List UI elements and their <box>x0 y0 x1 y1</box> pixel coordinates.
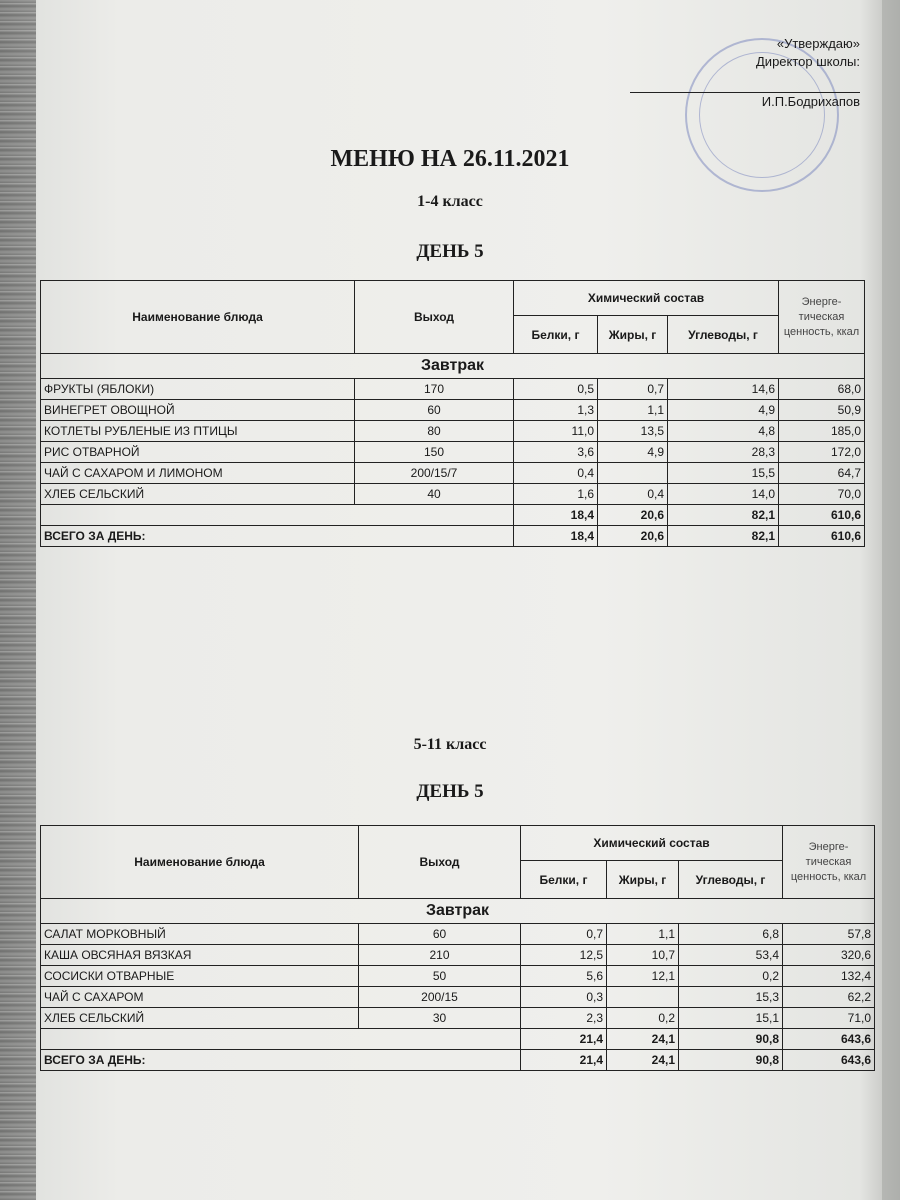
subtotal-carbs: 82,1 <box>668 505 779 526</box>
subtotal-carbs: 90,8 <box>679 1029 783 1050</box>
approval-position: Директор школы: <box>756 54 860 69</box>
approval-label: «Утверждаю» <box>776 36 860 51</box>
total-label: ВСЕГО ЗА ДЕНЬ: <box>41 1050 521 1071</box>
total-protein: 21,4 <box>521 1050 607 1071</box>
dish-fat: 0,7 <box>598 379 668 400</box>
total-row <box>41 526 865 547</box>
dish-carbs: 28,3 <box>668 442 779 463</box>
dish-protein: 11,0 <box>514 421 598 442</box>
subtotal-fat: 24,1 <box>607 1029 679 1050</box>
dish-protein: 12,5 <box>521 945 607 966</box>
header-fat: Жиры, г <box>598 316 668 354</box>
dish-fat: 13,5 <box>598 421 668 442</box>
header-carbs: Углеводы, г <box>679 861 783 899</box>
total-protein: 18,4 <box>514 526 598 547</box>
dish-output: 200/15 <box>359 987 521 1008</box>
subtotal-energy: 610,6 <box>779 505 865 526</box>
dish-name: КОТЛЕТЫ РУБЛЕНЫЕ ИЗ ПТИЦЫ <box>41 421 355 442</box>
dish-fat: 10,7 <box>607 945 679 966</box>
header-chem: Химический состав <box>514 281 779 316</box>
total-label: ВСЕГО ЗА ДЕНЬ: <box>41 526 514 547</box>
dish-energy: 71,0 <box>783 1008 875 1029</box>
dish-output: 200/15/7 <box>355 463 514 484</box>
dish-energy: 68,0 <box>779 379 865 400</box>
dish-fat: 1,1 <box>598 400 668 421</box>
dish-row <box>41 442 865 463</box>
header-energy: Энерге-тическая ценность, ккал <box>783 826 875 899</box>
dish-carbs: 14,0 <box>668 484 779 505</box>
header-energy: Энерге-тическая ценность, ккал <box>779 281 865 354</box>
subtotal-protein: 21,4 <box>521 1029 607 1050</box>
approval-block <box>630 35 860 135</box>
dish-name: ЧАЙ С САХАРОМ И ЛИМОНОМ <box>41 463 355 484</box>
dish-row <box>41 1008 875 1029</box>
dish-name: ВИНЕГРЕТ ОВОЩНОЙ <box>41 400 355 421</box>
dish-name: САЛАТ МОРКОВНЫЙ <box>41 924 359 945</box>
dish-energy: 320,6 <box>783 945 875 966</box>
dish-energy: 172,0 <box>779 442 865 463</box>
class-label-2: 5-11 класс <box>413 736 487 753</box>
dish-protein: 3,6 <box>514 442 598 463</box>
dish-name: РИС ОТВАРНОЙ <box>41 442 355 463</box>
dish-row <box>41 379 865 400</box>
total-energy: 643,6 <box>783 1050 875 1071</box>
dish-fat <box>598 463 668 484</box>
subtotal-row <box>41 505 865 526</box>
dish-energy: 64,7 <box>779 463 865 484</box>
dish-row <box>41 484 865 505</box>
dish-row <box>41 924 875 945</box>
meal-label: Завтрак <box>41 899 875 924</box>
dish-row <box>41 945 875 966</box>
dish-protein: 0,7 <box>521 924 607 945</box>
dish-name: СОСИСКИ ОТВАРНЫЕ <box>41 966 359 987</box>
header-dish: Наименование блюда <box>41 281 355 354</box>
total-fat: 24,1 <box>607 1050 679 1071</box>
dish-carbs: 4,9 <box>668 400 779 421</box>
header-dish: Наименование блюда <box>41 826 359 899</box>
page-title: МЕНЮ НА 26.11.2021 <box>330 146 570 172</box>
header-protein: Белки, г <box>521 861 607 899</box>
dish-protein: 2,3 <box>521 1008 607 1029</box>
total-energy: 610,6 <box>779 526 865 547</box>
dish-fat: 12,1 <box>607 966 679 987</box>
dish-carbs: 15,5 <box>668 463 779 484</box>
dish-protein: 5,6 <box>521 966 607 987</box>
dish-energy: 57,8 <box>783 924 875 945</box>
dish-output: 170 <box>355 379 514 400</box>
dish-row <box>41 421 865 442</box>
header-output: Выход <box>355 281 514 354</box>
dish-carbs: 0,2 <box>679 966 783 987</box>
day-label-1: ДЕНЬ 5 <box>416 241 484 262</box>
dish-fat <box>607 987 679 1008</box>
header-carbs: Углеводы, г <box>668 316 779 354</box>
dish-name: ХЛЕБ СЕЛЬСКИЙ <box>41 484 355 505</box>
dish-protein: 0,4 <box>514 463 598 484</box>
scan-edge-shadow <box>0 0 36 1200</box>
dish-energy: 132,4 <box>783 966 875 987</box>
dish-output: 40 <box>355 484 514 505</box>
dish-output: 60 <box>355 400 514 421</box>
header-protein: Белки, г <box>514 316 598 354</box>
class-label-1: 1-4 класс <box>417 193 483 210</box>
dish-fat: 4,9 <box>598 442 668 463</box>
subtotal-fat: 20,6 <box>598 505 668 526</box>
dish-row <box>41 400 865 421</box>
dish-fat: 0,2 <box>607 1008 679 1029</box>
dish-carbs: 53,4 <box>679 945 783 966</box>
dish-protein: 0,5 <box>514 379 598 400</box>
total-row <box>41 1050 875 1071</box>
dish-output: 210 <box>359 945 521 966</box>
dish-carbs: 15,1 <box>679 1008 783 1029</box>
dish-name: ЧАЙ С САХАРОМ <box>41 987 359 1008</box>
dish-row <box>41 463 865 484</box>
subtotal-blank <box>41 505 514 526</box>
subtotal-row <box>41 1029 875 1050</box>
meal-label: Завтрак <box>41 354 865 379</box>
dish-output: 60 <box>359 924 521 945</box>
dish-protein: 1,6 <box>514 484 598 505</box>
subtotal-energy: 643,6 <box>783 1029 875 1050</box>
dish-name: КАША ОВСЯНАЯ ВЯЗКАЯ <box>41 945 359 966</box>
dish-output: 50 <box>359 966 521 987</box>
dish-output: 150 <box>355 442 514 463</box>
dish-carbs: 15,3 <box>679 987 783 1008</box>
menu-table-1-4 <box>40 280 865 547</box>
dish-carbs: 4,8 <box>668 421 779 442</box>
dish-name: ФРУКТЫ (ЯБЛОКИ) <box>41 379 355 400</box>
total-carbs: 82,1 <box>668 526 779 547</box>
day-label-2: ДЕНЬ 5 <box>416 781 484 802</box>
dish-energy: 62,2 <box>783 987 875 1008</box>
header-output: Выход <box>359 826 521 899</box>
approval-signature: И.П.Бодрихапов <box>761 94 860 109</box>
rows-1-4 <box>41 379 865 505</box>
dish-output: 80 <box>355 421 514 442</box>
dish-name: ХЛЕБ СЕЛЬСКИЙ <box>41 1008 359 1029</box>
rows-5-11 <box>41 924 875 1029</box>
dish-row <box>41 987 875 1008</box>
header-fat: Жиры, г <box>607 861 679 899</box>
dish-carbs: 14,6 <box>668 379 779 400</box>
menu-table-5-11 <box>40 825 875 1071</box>
dish-energy: 50,9 <box>779 400 865 421</box>
scan-edge-right <box>882 0 900 1200</box>
dish-protein: 0,3 <box>521 987 607 1008</box>
dish-fat: 0,4 <box>598 484 668 505</box>
subtotal-blank <box>41 1029 521 1050</box>
dish-row <box>41 966 875 987</box>
total-carbs: 90,8 <box>679 1050 783 1071</box>
dish-carbs: 6,8 <box>679 924 783 945</box>
dish-output: 30 <box>359 1008 521 1029</box>
subtotal-protein: 18,4 <box>514 505 598 526</box>
dish-energy: 70,0 <box>779 484 865 505</box>
dish-fat: 1,1 <box>607 924 679 945</box>
dish-protein: 1,3 <box>514 400 598 421</box>
header-chem: Химический состав <box>521 826 783 861</box>
dish-energy: 185,0 <box>779 421 865 442</box>
total-fat: 20,6 <box>598 526 668 547</box>
